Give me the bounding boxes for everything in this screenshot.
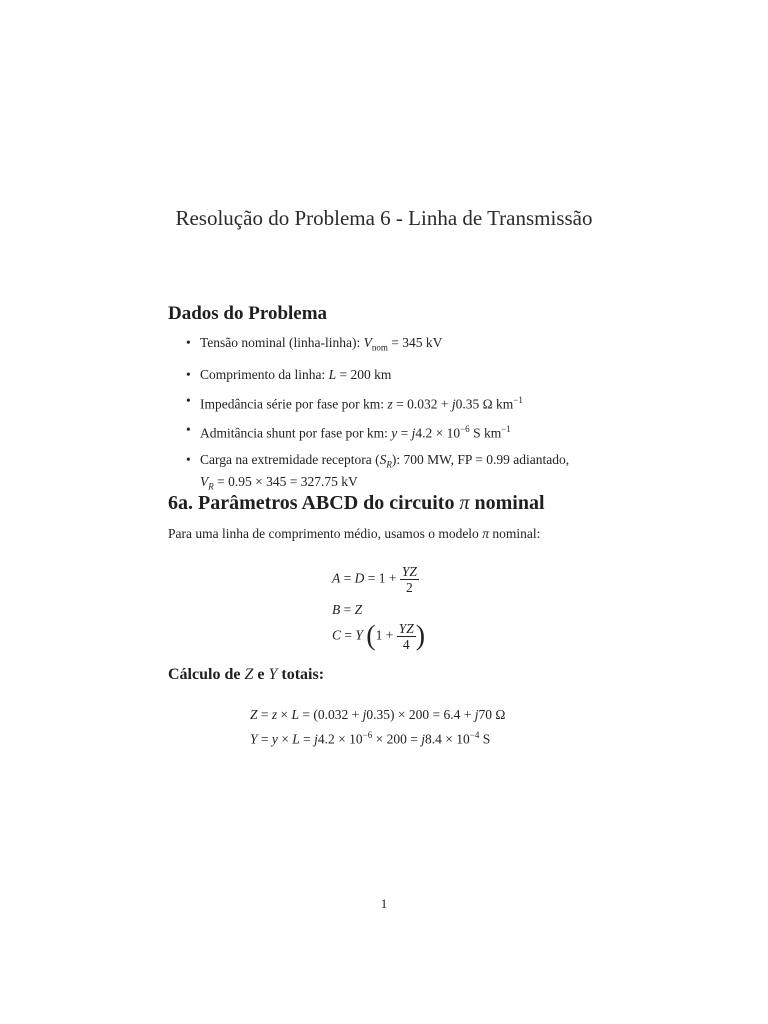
- data-list: [168, 334, 608, 505]
- equation-z-total: Z = z × L = (0.032 + j0.35) × 200 = 6.4 + j70 Ω: [250, 707, 506, 722]
- equation-y-total: $Y = y \times L = j4.2 \times 10^{-6} \times 200 = j8.4 \times 10^{-4}$ S: [250, 730, 491, 747]
- equation-c: C = Y (1 + $\frac{YZ}{4}$ ): [332, 620, 426, 652]
- page-number: 1: [380, 896, 388, 911]
- intro-text: Para uma linha de comprimento médio, usamos o modelo π nominal:: [168, 526, 541, 541]
- equation-a-d: A = D = 1 + $\frac{YZ}{2}$: [332, 564, 417, 595]
- totals-equations: [250, 706, 505, 749]
- equation-b: B = Z: [332, 602, 363, 617]
- section-heading-dados: Dados do Problema: [168, 303, 328, 324]
- list-item: • Admitância shunt por fase por km: $y = j4.2 \times 10^{-6}$ S $km^{-1}$: [168, 421, 608, 442]
- abcd-equations: [332, 564, 425, 652]
- subsection-heading: Cálculo de Z e Y totais:: [168, 666, 325, 683]
- list-item: • Tensão nominal (linha-linha): $V_{nom} = 345$ kV: [168, 334, 608, 357]
- list-item: • Comprimento da linha: L = 200 km: [168, 366, 608, 383]
- list-item: • Carga na extremidade receptora $(S_R)$: 700 MW, FP = 0.99 adiantado, $V_R = 0.95 \times 345 = 327.75$ kV: [168, 451, 608, 496]
- section-heading-abcd: 6a. Parâmetros ABCD do circuito π nominal: [168, 492, 545, 514]
- list-item: • Impedância série por fase por km: z = 0.032 + j0.35 Ω $km^{-1}$: [168, 392, 608, 413]
- page-title: Resolução do Problema 6 - Linha de Transmissão: [175, 206, 593, 230]
